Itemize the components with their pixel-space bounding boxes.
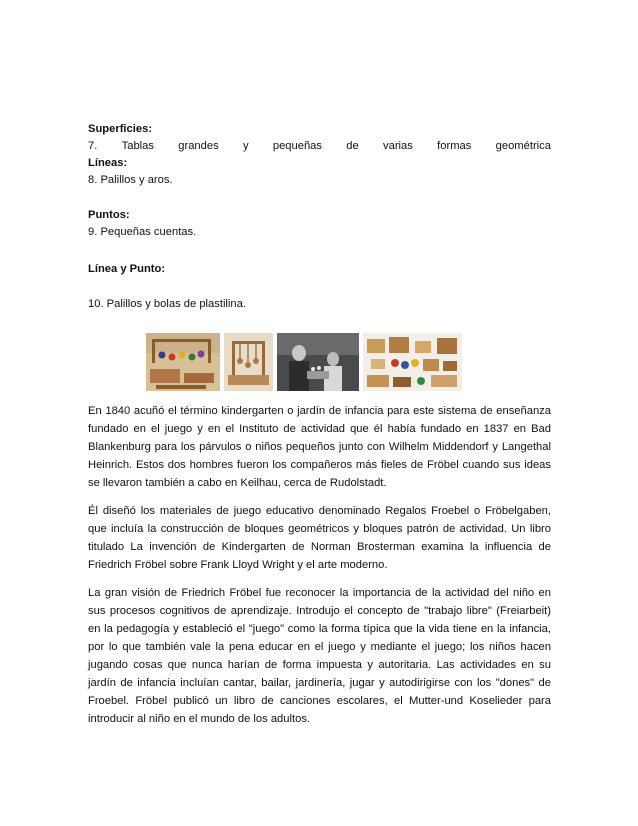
item-10: 10. Palillos y bolas de plastilina. [88,298,246,310]
paragraph-3: La gran visión de Friedrich Fröbel fue reconocer la importancia de la actividad del niño en sus procesos cognitivos de aprendizaje. Introdujo el concepto de "trabajo libre" (Freiarbeit) en la pedagogía y estableció el "juego" como la forma típica que la vida tiene en la infancia, por lo que también vale la pena educar en el juego y mediante el juego; los niños hacen jugando cosas que nunca harían de forma impuesta y autoritaria. Las actividades en su jardín de infancia incluían cantar, bailar, jardinería, jugar y autodirigirse con los "dones" de Froebel. Fröbel publicó un libro de canciones escolares, el Mutter-und Koselieder para introducir al niño en el mundo de los adultos. [88,587,551,725]
item-7-word: grandes [178,140,219,152]
item-7-line [88,138,551,155]
item-7-word: pequeñas [272,140,322,152]
wooden-frame-photo [224,333,273,391]
paragraph-1: En 1840 acuñó el término kindergarten o jardín de infancia para este sistema de enseñanza fundado en el juego y en el Instituto de actividad que él había fundado en 1837 en Bad Blankenburg para los párvulos o niños pequeños junto con Wilhelm Middendorf y Langethal Heinrich. Estos dos hombres fueron los compañeros más fieles de Fröbel cuando sus ideas se llevaron también a cabo en Keilhau, cerca de Rudolstadt. [88,405,551,489]
item-9: 9. Pequeñas cuentas. [88,226,197,238]
item-7-word: formas [437,140,472,152]
linea-punto-heading: Línea y Punto: [88,263,166,275]
item-8: 8. Palillos y aros. [88,174,173,186]
points-section [88,207,551,241]
item-7-word: de [346,140,359,152]
surfaces-section [88,121,551,189]
item-7-word: varias [383,140,413,152]
paragraph-2: Él diseñó los materiales de juego educativo denominado Regalos Froebel o Fröbelgaben, que incluía la construcción de bloques geométricos y bloques patrón de actividad. Un libro titulado La invención de Kindergarten de Norman Brosterman examina la influencia de Friedrich Fröbel sobre Frank Lloyd Wright y el arte moderno. [88,505,551,571]
wooden-toys-photo [146,333,220,391]
item-7-word: y [242,140,249,152]
puntos-heading: Puntos: [88,209,130,221]
item-7-word: Tablas [121,140,154,152]
historic-photo [277,333,359,391]
document-page [88,0,551,826]
lineas-heading: Líneas: [88,157,128,169]
superficies-heading: Superficies: [88,123,153,135]
photo-strip [146,333,462,391]
item-7-word: geométrica [495,140,551,152]
gifts-collection-photo [363,333,462,391]
item-7-word: 7. [88,140,98,152]
